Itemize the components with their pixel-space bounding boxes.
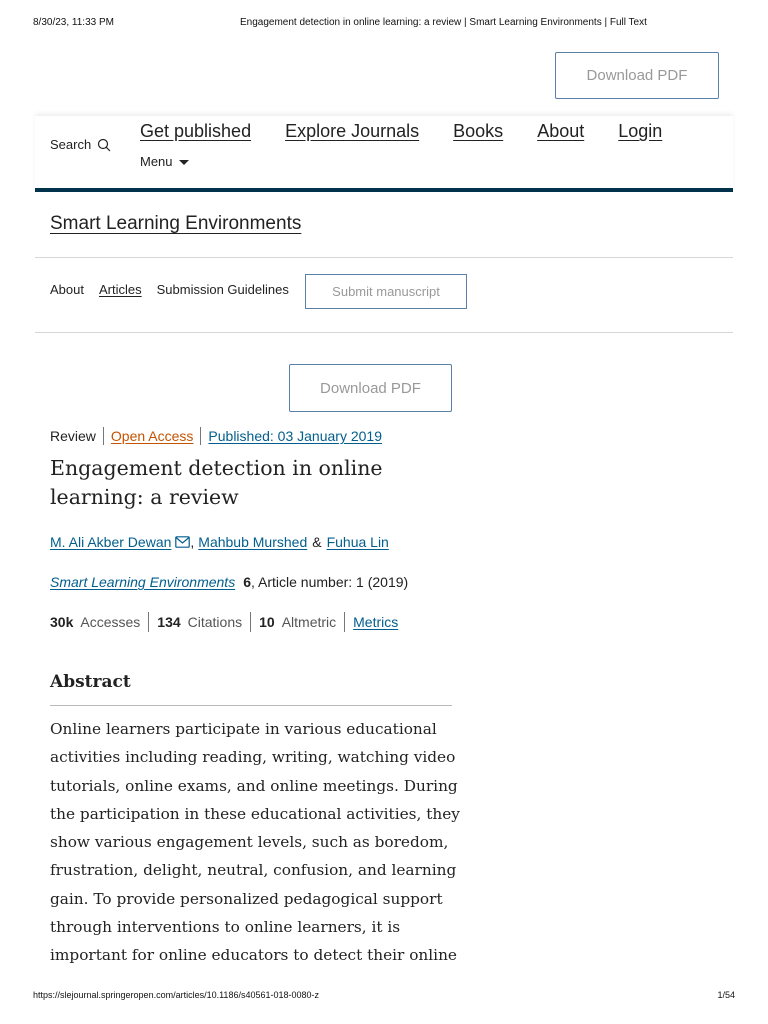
open-access-link[interactable]: Open Access [110,428,194,444]
nav-link-explore-journals[interactable]: Explore Journals [285,121,420,141]
citation-details: , Article number: 1 (2019) [251,574,409,590]
print-date: 8/30/23, 11:33 PM [33,17,114,28]
abstract-line: important for online educators to detect their online [50,946,457,965]
article-title: Engagement detection in online learning: a review [50,456,383,509]
abstract-divider [50,705,452,706]
citations-label: Citations [187,614,243,630]
abstract-line: the participation in these educational activities, they [50,804,460,823]
article-metrics [50,612,398,632]
accesses-label: Accesses [80,614,141,630]
journal-title-link[interactable]: Smart Learning Environments [50,213,302,234]
divider [35,257,733,258]
abstract-text [50,715,460,970]
altmetric-label: Altmetric [281,614,337,630]
divider [35,332,733,333]
caret-down-icon [179,160,189,165]
page-count: 1/54 [717,990,735,1000]
subnav-submission-guidelines[interactable]: Submission Guidelines [156,282,289,297]
metrics-link[interactable]: Metrics [353,614,399,630]
menu-label: Menu [140,154,173,169]
separator [148,612,149,632]
separator [200,427,201,445]
accesses-count: 30k [50,614,74,630]
abstract-line: show various engagement levels, such as boredom, [50,833,449,852]
article-meta [50,427,382,445]
abstract-line: tutorials, online exams, and online meetings. During [50,776,458,795]
author-list [50,534,389,550]
citations-count: 134 [157,614,181,630]
author-separator: , [190,534,195,550]
search-label: Search [50,137,92,152]
abstract-line: Online learners participate in various educational [50,720,437,738]
print-footer [33,990,735,1004]
nav-link-about[interactable]: About [537,121,585,141]
subnav-articles[interactable]: Articles [98,282,142,297]
search-button[interactable] [50,137,111,152]
abstract-line: gain. To provide personalized pedagogical support [50,889,443,908]
citation-journal-link[interactable]: Smart Learning Environments [50,574,236,590]
author-link[interactable]: Mahbub Murshed [198,534,308,550]
separator [344,612,345,632]
separator [250,612,251,632]
citation [50,574,408,590]
download-pdf-button-top[interactable]: Download PDF [555,52,719,99]
nav-divider [35,188,733,192]
separator [103,427,104,445]
abstract-line: activities including reading, writing, watching video [50,748,456,767]
journal-subnav [50,282,304,297]
published-date-link[interactable]: Published: 03 January 2019 [208,428,382,444]
submit-manuscript-button[interactable]: Submit manuscript [305,274,467,309]
site-navigation [35,116,733,190]
nav-link-books[interactable]: Books [453,121,504,141]
altmetric-count: 10 [259,614,275,630]
menu-button[interactable] [140,154,189,169]
print-title: Engagement detection in online learning: a review | Smart Learning Environments | Full Text [240,17,647,28]
abstract-line: frustration, delight, neutral, confusion, and learning [50,861,457,880]
author-link[interactable]: M. Ali Akber Dewan [50,534,172,550]
citation-volume: 6 [243,574,251,590]
nav-link-login[interactable]: Login [618,121,663,141]
nav-link-get-published[interactable]: Get published [140,121,252,141]
author-separator: & [312,534,322,550]
search-icon [97,138,111,152]
abstract-heading: Abstract [50,672,131,692]
download-pdf-button[interactable]: Download PDF [289,364,452,412]
subnav-about[interactable]: About [50,282,84,297]
author-link[interactable]: Fuhua Lin [326,534,389,550]
envelope-icon[interactable] [175,536,190,548]
print-header [33,17,735,31]
page-url: https://slejournal.springeropen.com/articles/10.1186/s40561-018-0080-z [33,990,320,1000]
abstract-line: through interventions to online learners, it is [50,918,401,937]
article-type: Review [50,428,96,444]
nav-links [140,121,662,142]
